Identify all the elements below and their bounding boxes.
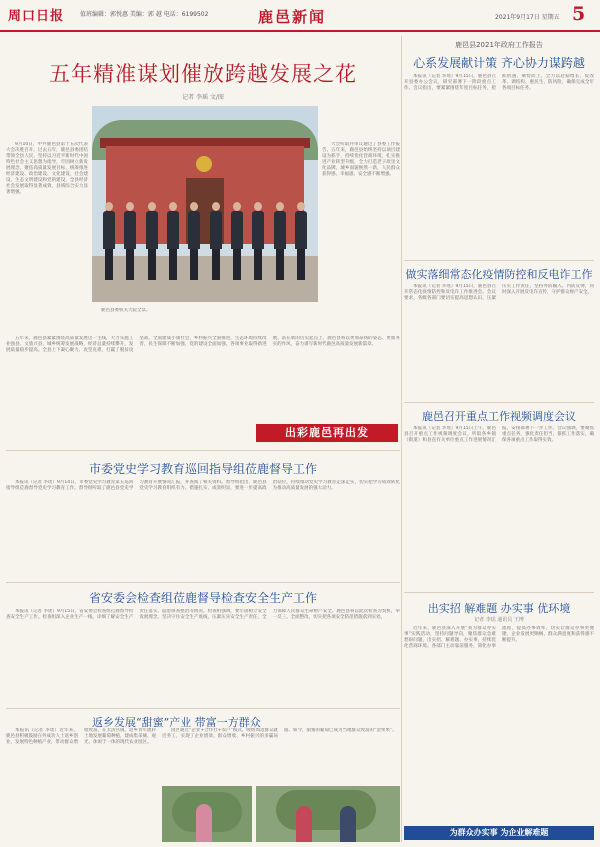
paragraph: 本报讯（记者 李瑶）9月15日，鹿邑县召开县委办公会议，研究部署下一阶段重点工作。会议指出，要紧紧围绕年度目标任务，抢抓机遇、乘势而上，全力以赴稳增长、促改革、调结构、惠民生、防风险，确保完成全年各项目标任务。 bbox=[404, 74, 594, 91]
right-article4-title: 出实招 解难题 办实事 优环境 bbox=[427, 602, 571, 615]
party-emblem-icon bbox=[196, 156, 212, 172]
group-of-people bbox=[102, 202, 308, 280]
paragraph: 本报讯（记者 李瑶）近年来，鹿邑县积极鼓励在外成功人士返乡创业，发展特色种植产业，带动群众增收致富。在太清宫镇，返乡青年流转土地发展葡萄种植，建成集采摘、观光、休闲于一体的现代农业园区。 bbox=[6, 728, 156, 745]
article2-text bbox=[6, 480, 400, 580]
article4-title: 返乡发展“甜蜜”产业 带富一方群众 bbox=[92, 716, 261, 729]
article4-text-b bbox=[162, 728, 400, 786]
main-article-title: 五年精准谋划催放跨越发展之花 bbox=[49, 62, 357, 86]
divider bbox=[6, 450, 400, 451]
right-article4-text bbox=[404, 626, 594, 822]
right-article2-text bbox=[404, 284, 594, 398]
editor-info: 值班编辑：郭悦惠 美编：郭 越 电话：6199502 bbox=[80, 11, 209, 18]
left-column bbox=[6, 36, 400, 842]
article2-title: 市委党史学习教育巡回指导组莅鹿督导工作 bbox=[88, 462, 317, 476]
paragraph: 本报讯（记者 李瑶）9月15日，鹿邑县召开常态化疫情防控和反电诈工作推进会。会议要求，各级各部门要切实提高思想认识，压紧压实工作责任，坚持外防输入、内防反弹，同时深入开展反电诈宣传，守护群众财产安全。 bbox=[404, 284, 594, 301]
page-number: 5 bbox=[572, 3, 586, 25]
article3-title: 省安委会检查组莅鹿督导检查安全生产工作 bbox=[88, 591, 317, 605]
header-rule bbox=[0, 30, 600, 32]
paragraph: 五年来，鹿邑县紧紧围绕高质量发展这一主线，大力实施工业强县、文旅兴县、城乡统筹发展战略，经济总量持续攀升，发展质量稳步提高。全县上下凝心聚力、攻坚克难，打赢了脱贫攻坚战，全面建成小康社会，乡村振兴全面推进，生态环境持续改善，民生保障不断加强，党的建设全面加强，各项事业取得新进展。站在新的历史起点上，鹿邑县将以更加昂扬的姿态、更加务实的作风，奋力谱写新时代鹿邑高质量发展新篇章。 bbox=[6, 336, 400, 353]
divider bbox=[6, 708, 400, 709]
bottom-slogan-banner: 为群众办实事 为企业解难题 bbox=[404, 826, 594, 840]
main-article-byline: 记者 李瑶 文/图 bbox=[182, 94, 224, 101]
page-header bbox=[0, 0, 600, 30]
photo-caption: 鹿邑县委机关大院全景。 bbox=[101, 308, 151, 313]
section-title: 鹿邑新闻 bbox=[258, 8, 327, 26]
right-article1-title: 心系发展献计策 齐心协力谋跨越 bbox=[413, 56, 585, 70]
right-article4-byline: 记者 李瑶 通讯员 王博 bbox=[474, 617, 524, 623]
right-article1-text bbox=[404, 74, 594, 256]
divider bbox=[6, 582, 400, 583]
paragraph: 园区通过“企业+合作社+农户”模式，吸纳周边群众就近务工，实现了企业增效、群众增收、乡村振兴的多赢局面。如今，甜蜜的葡萄已成为当地群众致富的“金果果”。 bbox=[162, 728, 397, 739]
main-article-text-mid bbox=[6, 336, 400, 436]
paragraph: 本报讯（记者 李瑶）9月15日，省安委会检查组莅鹿督导检查安全生产工作。检查组深入企业生产一线，详细了解安全生产责任落实、隐患排查整治等情况。检查组强调，要牢固树立安全发展理念，坚决守住安全生产底线，压紧压实安全生产责任，全力保障人民群众生命财产安全。鹿邑县将以此次检查为契机，举一反三、全面整改，切实把各项安全防范措施落到实处。 bbox=[6, 609, 400, 620]
article4-photo-right bbox=[256, 786, 400, 842]
article4-text-a bbox=[6, 728, 156, 842]
main-article-text-right bbox=[322, 142, 400, 332]
right-column bbox=[404, 36, 594, 842]
right-article3-title: 鹿邑召开重点工作视频调度会议 bbox=[422, 410, 576, 423]
main-photo bbox=[92, 106, 318, 302]
divider bbox=[404, 260, 594, 261]
right-article3-text bbox=[404, 426, 594, 586]
newspaper-logo: 周口日报 bbox=[8, 9, 65, 24]
article3-text bbox=[6, 609, 400, 703]
divider bbox=[404, 402, 594, 403]
column-separator bbox=[401, 36, 402, 842]
issue-date: 2021年9月17日 星期五 bbox=[495, 14, 560, 21]
main-article-text-left bbox=[6, 142, 88, 332]
slogan-banner: 出彩鹿邑再出发 bbox=[256, 424, 398, 442]
paragraph: 9月10日，中共鹿邑县第十五次代表大会决胜召开。过去五年，鹿邑县委团结带领全县人民，坚持以习近平新时代中国特色社会主义思想为指导，牢固树立新发展理念，聚焦高质量发展目标，统筹推进经济建设、政治建设、文化建设、社会建设、生态文明建设和党的建设，全县经济社会发展取得显著成效，县域综合实力显著增强。 bbox=[6, 142, 88, 195]
paragraph: 大会听取并审议通过了县委工作报告。五年来，鹿邑县始终坚持以项目建设为抓手，持续优化营商环境，扎实推进产业转型升级，全力打造老子故里文化品牌，城乡面貌焕然一新，人民群众获得感、幸福感、安全感不断增强。 bbox=[322, 142, 400, 177]
paragraph: 本报讯（记者 李瑶）9月14日，市委党史学习教育第五巡回指导组莅鹿督导党史学习教育工作。督导组听取了鹿邑县党史学习教育开展情况汇报，并查阅了相关资料。督导组指出，鹿邑县党史学习教育组织有力、措施扎实、成效明显，要进一步提高政治站位，持续推动党史学习教育走深走实，切实把学习成效转化为推动高质量发展的强大动力。 bbox=[6, 480, 400, 491]
paragraph: 近年来，鹿邑县深入开展“我为群众办实事”实践活动，坚持问题导向，聚焦群众急难愁盼问题，出实招、解难题、办实事，持续优化营商环境。各部门主动靠前服务，简化办事流程，提高办事效率，切实让群众办事更便捷、企业发展更顺畅，群众满意度和获得感不断提升。 bbox=[404, 626, 594, 649]
article4-photo-left bbox=[162, 786, 252, 842]
right-subtitle: 鹿邑县2021年政府工作报告 bbox=[455, 41, 543, 49]
divider bbox=[404, 592, 594, 593]
right-article2-title: 做实落细常态化疫情防控和反电诈工作 bbox=[405, 268, 593, 281]
paragraph: 本报讯（记者 李瑶）9月15日上午，鹿邑县召开重点工作视频调度会议，听取各乡镇（街道）和县直有关单位重点工作进展情况汇报，安排部署下一步工作。会议强调，要聚焦重点任务，强化责任担当，狠抓工作落实，确保各项重点工作取得实效。 bbox=[404, 426, 594, 443]
